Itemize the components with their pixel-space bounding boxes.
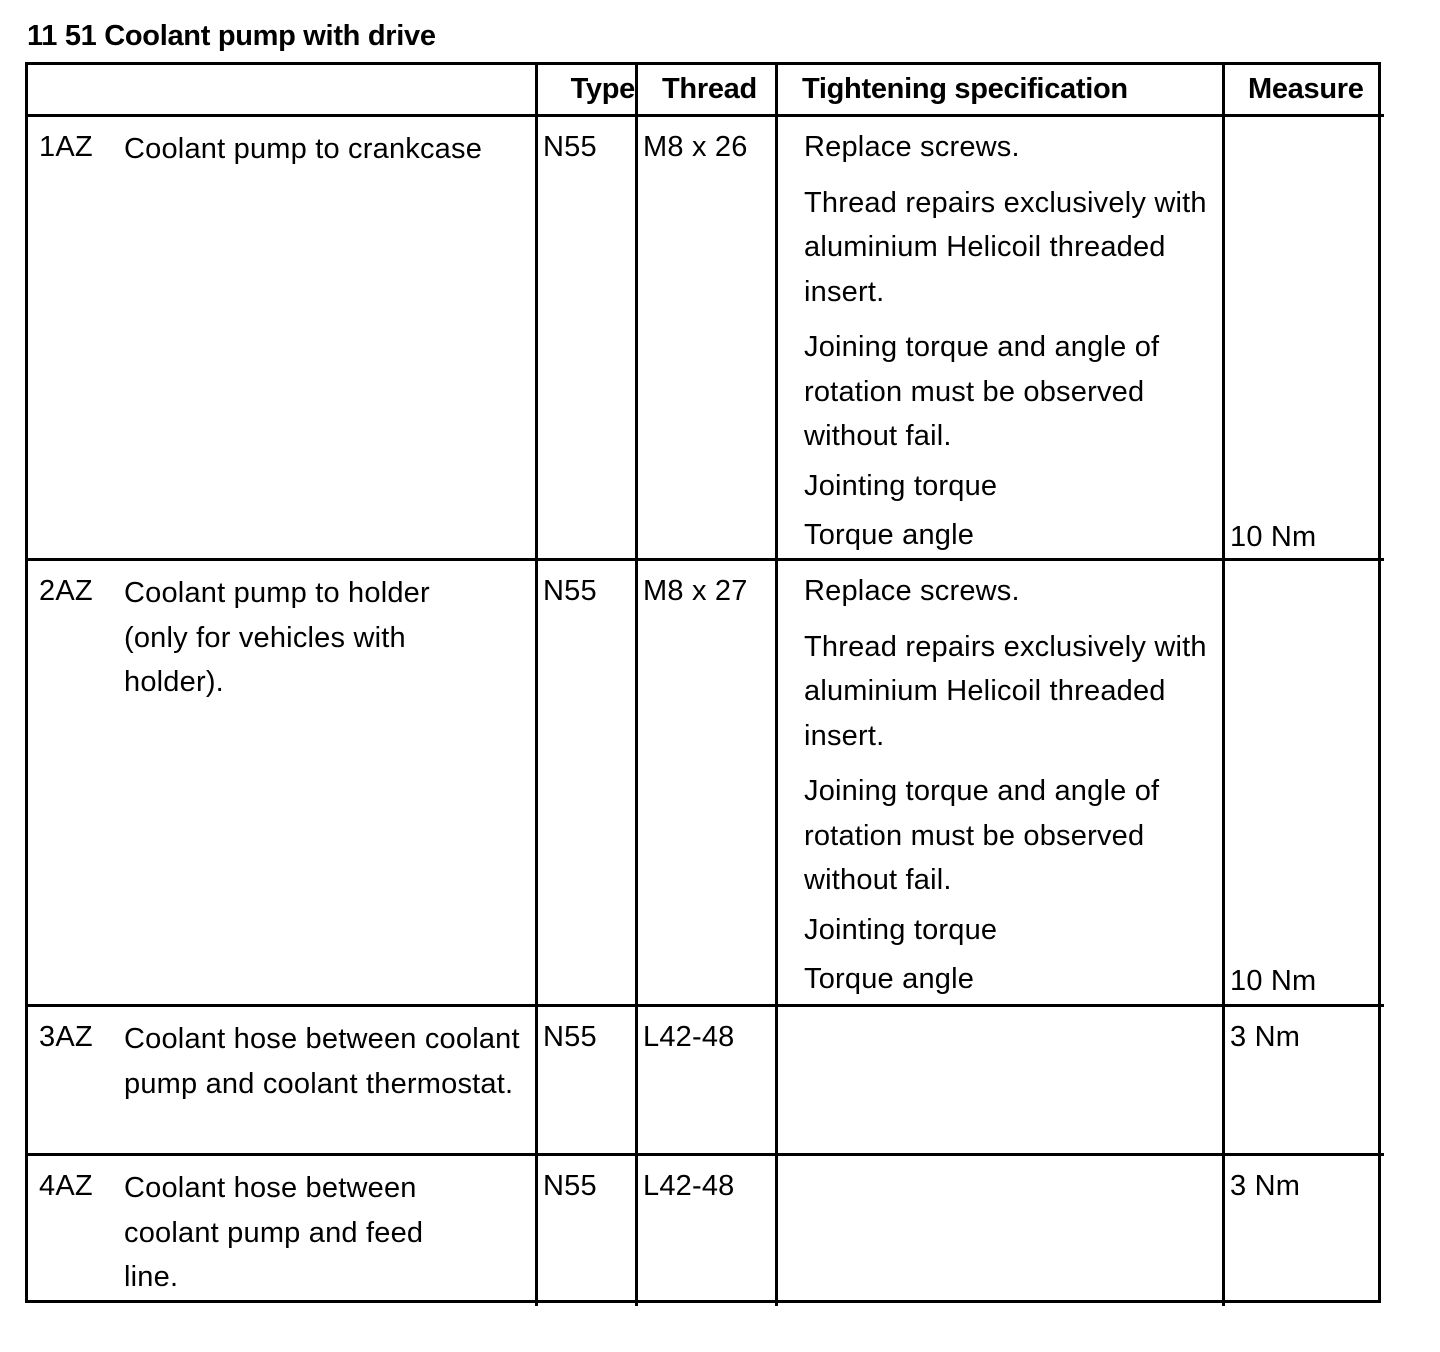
table-row-2-thread	[638, 561, 778, 1007]
table-row-1-measure	[1225, 117, 1384, 561]
torque-value: 3 Nm	[1230, 1021, 1301, 1053]
spec-replace-screws: Replace screws.	[804, 131, 1020, 163]
engine-type: N55	[543, 1021, 597, 1053]
thread-size: M8 x 27	[643, 575, 748, 607]
thread-size: L42-48	[643, 1021, 735, 1053]
engine-type: N55	[543, 575, 597, 607]
engine-type: N55	[543, 1170, 597, 1202]
thread-size: L42-48	[643, 1170, 735, 1202]
table-row-3-measure	[1225, 1007, 1384, 1156]
table-row-2-type	[538, 561, 638, 1007]
spec-jointing-torque-label: Jointing torque	[804, 913, 998, 946]
table-row-1-item	[28, 117, 538, 561]
engine-type: N55	[543, 131, 597, 163]
component-description: Coolant pump to holder (only for vehicles with holder).	[124, 577, 430, 698]
table-row-1-spec	[778, 117, 1225, 561]
table-row-1-type	[538, 117, 638, 561]
spec-observe-note: Joining torque and angle of rotation must be observed without fail.	[804, 775, 1160, 896]
spec-torque-angle-label: Torque angle	[804, 519, 975, 551]
header-tightening-specification: Tightening specification	[778, 65, 1225, 117]
position-code: 4AZ	[39, 1170, 93, 1202]
table-row-3-item	[28, 1007, 538, 1156]
jointing-torque-value: 10 Nm	[1230, 965, 1317, 997]
tightening-table	[25, 62, 1381, 1303]
document-title: 11 51 Coolant pump with drive	[27, 20, 436, 52]
component-description: Coolant pump to crankcase	[124, 133, 483, 165]
thread-size: M8 x 26	[643, 131, 748, 163]
table-row-3-type	[538, 1007, 638, 1156]
header-measure: Measure	[1225, 65, 1384, 117]
table-row-2-spec	[778, 561, 1225, 1007]
position-code: 1AZ	[39, 131, 93, 163]
table-row-4-measure	[1225, 1156, 1384, 1306]
table-row-2-measure	[1225, 561, 1384, 1007]
table-row-2-item	[28, 561, 538, 1007]
table-row-4-thread	[638, 1156, 778, 1306]
torque-value: 3 Nm	[1230, 1170, 1301, 1202]
header-thread: Thread	[638, 65, 778, 117]
table-row-3-thread	[638, 1007, 778, 1156]
table-row-4-item	[28, 1156, 538, 1306]
table-row-4-type	[538, 1156, 638, 1306]
spec-torque-angle-label: Torque angle	[804, 963, 975, 995]
spec-jointing-torque-label: Jointing torque	[804, 469, 998, 502]
table-row-4-spec	[778, 1156, 1225, 1306]
header-item	[28, 65, 538, 117]
table-row-3-spec	[778, 1007, 1225, 1156]
position-code: 3AZ	[39, 1021, 93, 1053]
table-row-1-thread	[638, 117, 778, 561]
component-description: Coolant hose between coolant pump and feed line.	[124, 1172, 424, 1293]
header-type: Type	[538, 65, 638, 117]
spec-replace-screws: Replace screws.	[804, 575, 1020, 607]
spec-thread-repairs: Thread repairs exclusively with aluminium Helicoil threaded insert.	[804, 186, 1207, 308]
component-description: Coolant hose between coolant pump and coolant thermostat.	[124, 1023, 520, 1100]
spec-thread-repairs: Thread repairs exclusively with aluminium Helicoil threaded insert.	[804, 630, 1207, 752]
spec-observe-note: Joining torque and angle of rotation must be observed without fail.	[804, 331, 1160, 452]
jointing-torque-value: 10 Nm	[1230, 521, 1317, 553]
position-code: 2AZ	[39, 575, 93, 607]
